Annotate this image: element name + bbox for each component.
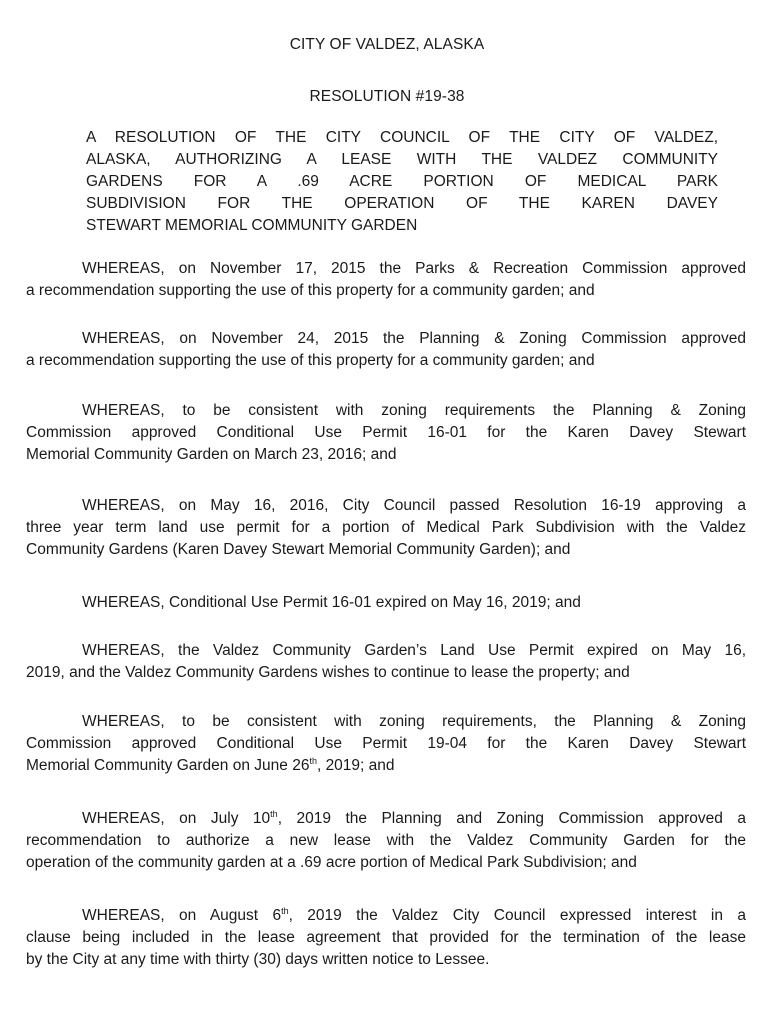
summary-line: GARDENS FOR A .69 ACRE PORTION OF MEDICAL PARK xyxy=(86,173,718,190)
whereas-paragraph xyxy=(26,640,746,684)
paragraph-line: WHEREAS, on November 17, 2015 the Parks & Recreation Commission approved xyxy=(82,260,746,277)
paragraph-line: Commission approved Conditional Use Permit 19-04 for the Karen Davey Stewart xyxy=(26,735,746,752)
resolution-number: RESOLUTION #19-38 xyxy=(309,88,465,105)
whereas-paragraph xyxy=(26,400,746,466)
paragraph-line: WHEREAS, on July 10th, 2019 the Planning and Zoning Commission approved a xyxy=(82,809,746,827)
paragraph-line: WHEREAS, Conditional Use Permit 16-01 expired on May 16, 2019; and xyxy=(82,594,581,611)
paragraph-line: recommendation to authorize a new lease with the Valdez Community Garden for the xyxy=(26,832,746,849)
paragraph-line: Commission approved Conditional Use Permit 16-01 for the Karen Davey Stewart xyxy=(26,424,746,441)
paragraph-line: Community Gardens (Karen Davey Stewart Memorial Community Garden); and xyxy=(26,541,571,558)
whereas-paragraph xyxy=(26,328,746,372)
paragraph-line: WHEREAS, the Valdez Community Garden’s Land Use Permit expired on May 16, xyxy=(82,642,746,659)
whereas-paragraph xyxy=(26,258,746,302)
ordinal-suffix: th xyxy=(309,756,317,766)
paragraph-line: a recommendation supporting the use of this property for a community garden; and xyxy=(26,352,595,369)
whereas-paragraph xyxy=(26,495,746,561)
summary-line: STEWART MEMORIAL COMMUNITY GARDEN xyxy=(86,217,418,234)
summary-line: SUBDIVISION FOR THE OPERATION OF THE KAREN DAVEY xyxy=(86,195,718,212)
summary-line: ALASKA, AUTHORIZING A LEASE WITH THE VALDEZ COMMUNITY xyxy=(86,151,718,168)
ordinal-suffix: th xyxy=(281,906,289,916)
ordinal-suffix: th xyxy=(270,809,278,819)
resolution-summary xyxy=(86,127,718,237)
paragraph-line: WHEREAS, on November 24, 2015 the Planning & Zoning Commission approved xyxy=(82,330,746,347)
whereas-paragraph xyxy=(26,905,746,971)
paragraph-line: WHEREAS, on August 6th, 2019 the Valdez City Council expressed interest in a xyxy=(82,906,746,924)
summary-line: A RESOLUTION OF THE CITY COUNCIL OF THE CITY OF VALDEZ, xyxy=(86,129,718,146)
whereas-paragraph xyxy=(26,592,746,614)
paragraph-line: a recommendation supporting the use of this property for a community garden; and xyxy=(26,282,595,299)
paragraph-line: by the City at any time with thirty (30) days written notice to Lessee. xyxy=(26,951,490,968)
paragraph-line: three year term land use permit for a portion of Medical Park Subdivision with the Valdez xyxy=(26,519,746,536)
whereas-paragraph xyxy=(26,808,746,874)
paragraph-line: operation of the community garden at a .69 acre portion of Medical Park Subdivision; and xyxy=(26,854,637,871)
paragraph-line: WHEREAS, to be consistent with zoning requirements, the Planning & Zoning xyxy=(82,713,746,730)
document-title: CITY OF VALDEZ, ALASKA xyxy=(289,36,485,53)
paragraph-line: WHEREAS, to be consistent with zoning requirements the Planning & Zoning xyxy=(82,402,746,419)
paragraph-line: 2019, and the Valdez Community Gardens wishes to continue to lease the property; and xyxy=(26,664,630,681)
whereas-paragraph xyxy=(26,711,746,777)
paragraph-line: WHEREAS, on May 16, 2016, City Council passed Resolution 16-19 approving a xyxy=(82,497,746,514)
paragraph-line: clause being included in the lease agreement that provided for the termination of the lease xyxy=(26,929,746,946)
paragraph-line: Memorial Community Garden on June 26th, 2019; and xyxy=(26,756,395,774)
paragraph-line: Memorial Community Garden on March 23, 2016; and xyxy=(26,446,397,463)
